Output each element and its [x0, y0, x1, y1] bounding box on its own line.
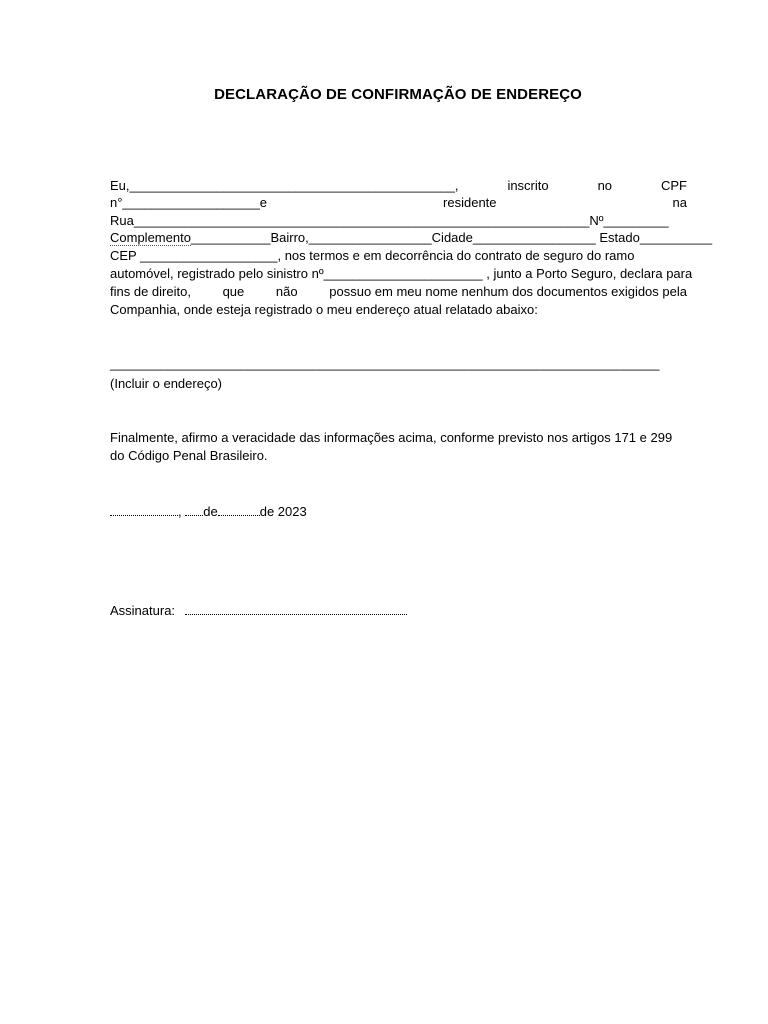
body-line-4-complemento: Complemento: [110, 230, 191, 245]
body-line-6-text: automóvel, registrado pelo sinistro nº______________________ , junto a Porto Seguro, declara para: [110, 266, 693, 281]
date-day-blank: [185, 503, 203, 516]
date-month-blank: [218, 503, 260, 516]
date-city-blank: [110, 503, 178, 516]
body-line-5: [110, 248, 634, 263]
date-de-label: de: [203, 504, 218, 519]
body-line-3-text: Rua_______________________________________________________________Nº_________: [110, 213, 669, 228]
body-line-5-text: CEP ___________________, nos termos e em decorrência do contrato de seguro do ramo: [110, 248, 635, 263]
body-line-4: [110, 230, 712, 245]
body-line-2-part-3: na: [672, 195, 687, 210]
body-line-8: [110, 302, 538, 317]
body-line-1-part-1: Eu,_____________________________________________,: [110, 178, 459, 193]
address-note: (Incluir o endereço): [110, 376, 222, 391]
body-line-1: [110, 178, 687, 193]
body-line-2: [110, 195, 687, 210]
body-line-7-part-1: fins de direito,: [110, 284, 191, 299]
body-line-1-part-2: inscrito: [507, 178, 549, 193]
body-line-7: [110, 284, 687, 299]
body-line-8-text: Companhia, onde esteja registrado o meu endereço atual relatado abaixo:: [110, 302, 538, 317]
final-statement-line-1: Finalmente, afirmo a veracidade das informações acima, conforme previsto nos artigos 171 e 299: [110, 430, 673, 445]
body-line-7-part-4: possuo em meu nome nenhum dos documentos exigidos pela: [329, 284, 687, 299]
signature-line: [110, 602, 407, 618]
body-line-2-part-2: residente: [443, 195, 497, 210]
date-line: [110, 503, 307, 519]
body-line-4-rest: ___________Bairro,_________________Cidade_________________ Estado__________: [190, 230, 713, 245]
document-title: DECLARAÇÃO DE CONFIRMAÇÃO DE ENDEREÇO: [214, 86, 582, 103]
body-line-1-part-4: CPF: [661, 178, 687, 193]
signature-blank: [185, 602, 407, 615]
final-statement-line-2: do Código Penal Brasileiro.: [110, 448, 268, 463]
body-line-2-part-1: n°___________________e: [110, 195, 268, 210]
body-line-1-part-3: no: [597, 178, 613, 193]
date-separator: ,: [178, 504, 182, 519]
body-line-6: [110, 266, 692, 281]
body-line-7-part-3: não: [275, 284, 298, 299]
body-line-7-part-2: que: [222, 284, 245, 299]
address-line: ____________________________________________________________________________: [110, 356, 660, 371]
signature-label: Assinatura:: [110, 603, 176, 618]
body-line-3: [110, 213, 669, 228]
date-year-label: de 2023: [259, 504, 307, 519]
